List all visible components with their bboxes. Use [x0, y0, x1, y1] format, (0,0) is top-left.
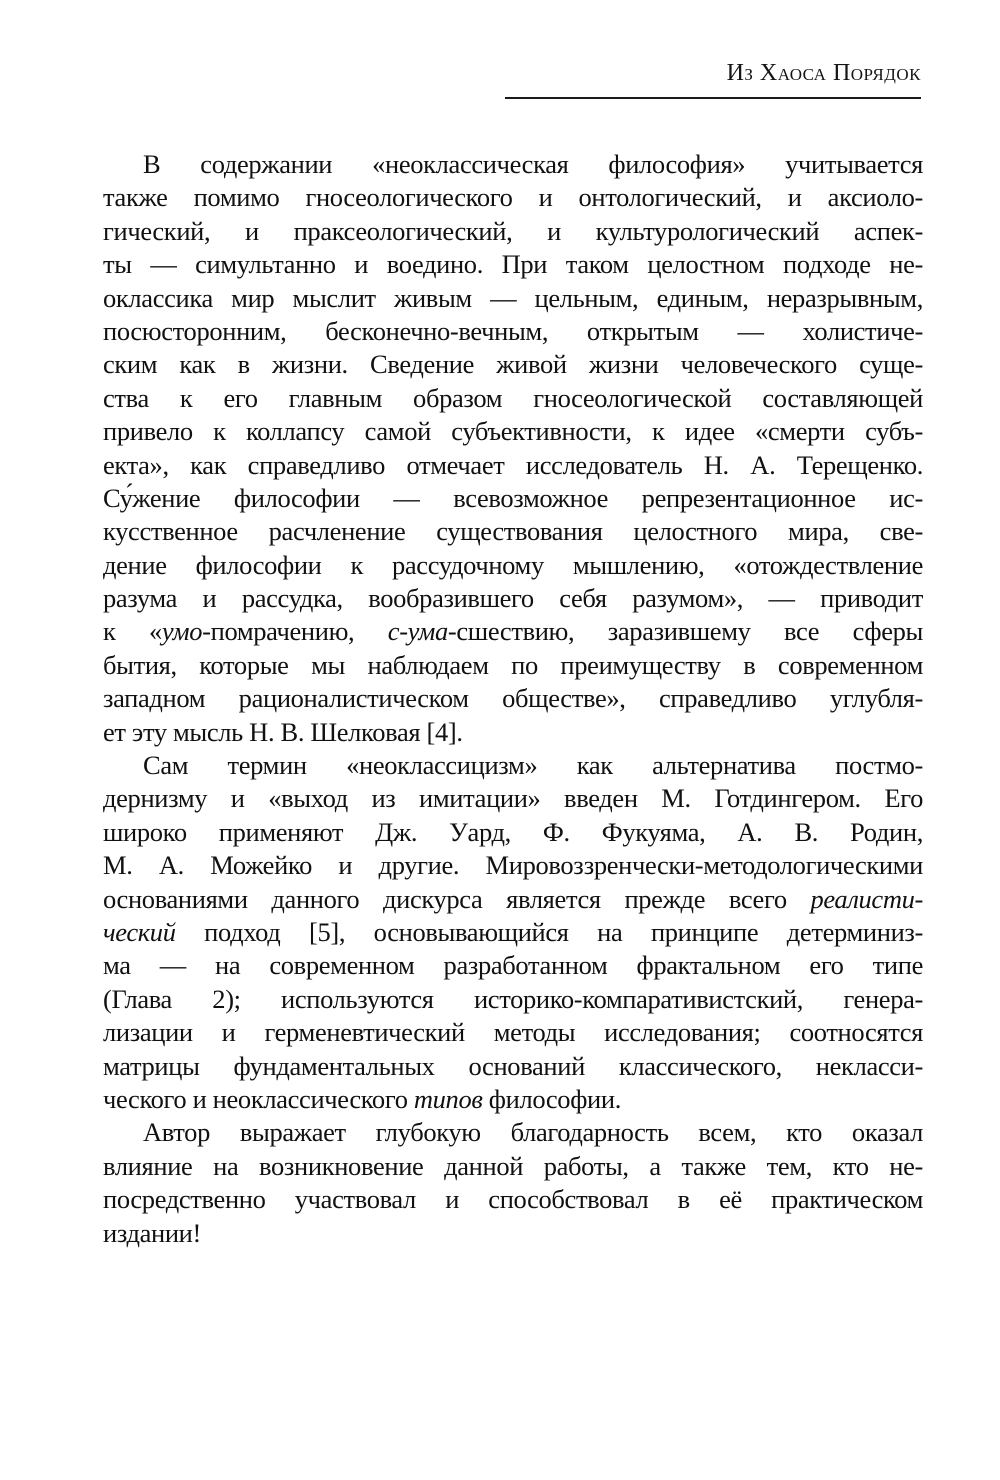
text-segment: основаниями данного дискурса является прежде всего	[103, 883, 811, 914]
paragraph-2	[103, 749, 923, 1116]
text-line: ства к его главным образом гносеологической составляющей	[103, 382, 923, 413]
text-line: Су́жение философии — всевозможное репрезентационное ис-	[103, 482, 923, 513]
text-line: Автор выражает глубокую благодарность всем, кто оказал	[143, 1117, 923, 1148]
text-line: Сам термин «неоклассицизм» как альтернатива постмо-	[143, 750, 923, 781]
text-line: дернизму и «выход из имитации» введен М. Готдингером. Его	[103, 783, 923, 814]
paragraph-3	[103, 1116, 923, 1250]
text-line: ма — на современном разработанном фрактальном его типе	[103, 950, 923, 981]
text-segment: -сшествию, заразившему все сферы	[447, 616, 923, 647]
text-line: посюсторонним, бесконечно-вечным, открытым — холистиче-	[103, 315, 923, 346]
text-line: В содержании «неоклассическая философия» учитывается	[143, 149, 923, 179]
text-segment: к «	[103, 616, 162, 647]
text-line: широко применяют Дж. Уард, Ф. Фукуяма, А. В. Родин,	[103, 816, 923, 847]
text-line: лизации и герменевтический методы исследования; соотносятся	[103, 1017, 923, 1048]
body-text	[103, 148, 923, 1250]
text-line-italic-mix	[103, 883, 923, 916]
italic-term: с-ума	[387, 616, 448, 647]
text-segment: -помрачению,	[202, 616, 388, 647]
text-line-italic-mix	[103, 615, 923, 648]
text-line: посредственно участвовал и способствовал в её практическом	[103, 1184, 923, 1215]
text-line-italic-mix	[103, 1083, 923, 1116]
text-line: ет эту мысль Н. В. Шелковая [4].	[103, 716, 463, 747]
text-line-italic-mix	[103, 916, 923, 949]
text-line: разума и рассудка, вообразившего себя разумом», — приводит	[103, 583, 923, 614]
text-line: оклассика мир мыслит живым — цельным, единым, неразрывным,	[103, 282, 923, 313]
text-segment: подход [5], основывающийся на принципе детерминиз-	[175, 916, 923, 947]
text-line: влияние на возникновение данной работы, а также тем, кто не-	[103, 1150, 923, 1181]
text-line: екта», как справедливо отмечает исследователь Н. А. Терещенко.	[103, 449, 923, 480]
italic-term: типов	[413, 1083, 483, 1114]
text-line: западном рационалистическом обществе», справедливо углубля-	[103, 683, 923, 714]
text-line: бытия, которые мы наблюдаем по преимуществу в современном	[103, 649, 923, 680]
italic-term: умо	[161, 616, 203, 647]
header-rule	[505, 97, 921, 99]
text-line: дение философии к рассудочному мышлению, «отождествление	[103, 549, 923, 580]
text-line: ским как в жизни. Сведение живой жизни человеческого суще-	[103, 349, 923, 380]
text-line: также помимо гносеологического и онтологический, и аксиоло-	[103, 182, 923, 213]
italic-term: ческий	[103, 916, 176, 947]
text-segment: философии.	[482, 1083, 621, 1114]
paragraph-1	[103, 148, 923, 749]
running-head: Из Хаоса Порядок	[726, 60, 921, 86]
italic-term: реалисти-	[810, 883, 923, 914]
text-line: издании!	[103, 1217, 201, 1248]
text-line: матрицы фундаментальных оснований классического, некласси-	[103, 1050, 923, 1081]
text-line: гический, и праксеологический, и культурологический аспек-	[103, 215, 923, 246]
text-line: привело к коллапсу самой субъективности, к идее «смерти субъ-	[103, 416, 923, 447]
text-line: ты — симультанно и воедино. При таком целостном подходе не-	[103, 249, 923, 280]
text-line: (Глава 2); используются историко-компаративистский, генера-	[103, 983, 923, 1014]
text-segment: ческого и неоклассического	[103, 1083, 414, 1114]
text-line: кусственное расчленение существования целостного мира, све-	[103, 516, 923, 547]
text-line: М. А. Можейко и другие. Мировоззренчески-методологическими	[103, 850, 923, 881]
